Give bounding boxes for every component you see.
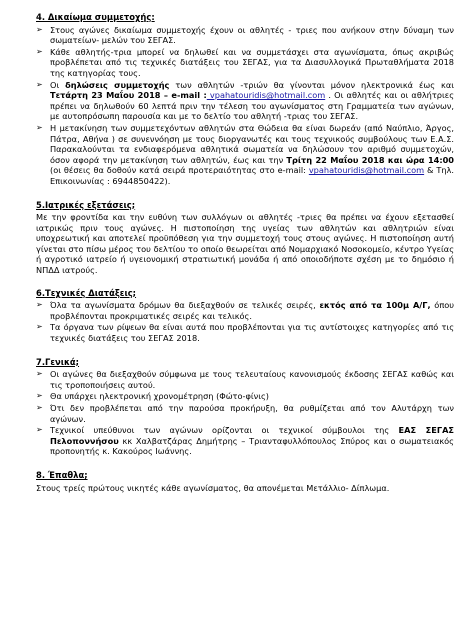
list-item: ➢ Η μετακίνηση των συμμετεχόντων αθλητών στα Θώδεια θα είναι δωρεάν (από Ναύπλιο, Άργος, Πάτρα, Αθήνα ) σε συνεννόηση με τους διοργανωτές και τους τεχνικούς συμβούλους των Ε.Α.Σ. Παρακαλούνται τα ενδιαφερόμενα αθλητικά σωματεία να δηλώσουν τον αριθμό συμμετοχών, όσον αφορά την μετακίνηση των αθλητών, έως και την Τρίτη 22 Μαΐου 2018 και ώρα 14:00 (οι θέσεις θα δοθούν κατά σειρά προτεραιότητας στο e-mail: vpahatouridis@hotmail.com & Τηλ. Επικοινωνίας : 6944850422). bbox=[36, 122, 455, 186]
list-item: ➢ Στους αγώνες δικαίωμα συμμετοχής έχουν οι αθλητές - τριες που ανήκουν στην δύναμη των σωματείων- μελών του ΣΕΓΑΣ. bbox=[36, 24, 454, 46]
list-item: ➢ Τα όργανα των ρίψεων θα είναι αυτά που προβλέπονται για τις αντίστοιχες κατηγορίες από τις τεχνικές διατάξεις του ΣΕΓΑΣ 2018. bbox=[36, 322, 454, 344]
arrow-bullet-icon: ➢ bbox=[36, 79, 43, 89]
paragraph: Με την φροντίδα και την ευθύνη των συλλόγων οι αθλητές -τριες θα πρέπει να έχουν εξετασθεί ιατρικώς πριν τους αγώνες. Η πιστοποίηση της υγείας των αθλητών και αθλητριών είναι υποχρεωτική και αποτελεί προϋπόθεση για την συμμετοχή τους στους αγώνες. Η πιστοποίηση αυτή γίνεται στο πίσω μέρος του δελτίου το οποίο θεωρείται από Νομαρχιακό Νοσοκομείο, κέντρο Υγείας ή αγροτικό ιατρείο ή υγειονομική στρατιωτική μονάδα ή από οποιοδήποτε σχέση με το δημόσιο ή ΝΠΔΔ ιατρούς. bbox=[36, 212, 454, 276]
list-item: ➢ Ότι δεν προβλέπεται από την παρούσα προκήρυξη, θα ρυθμίζεται από τον Αλυτάρχη των αγώνων. bbox=[36, 403, 454, 424]
arrow-bullet-icon: ➢ bbox=[36, 425, 43, 435]
arrow-bullet-icon: ➢ bbox=[36, 300, 43, 310]
section-heading: 4. Δικαίωμα συμμετοχής: bbox=[36, 12, 155, 22]
list-item: ➢ Οι αγώνες θα διεξαχθούν σύμφωνα με τους τελευταίους κανονισμούς έκδοσης ΣΕΓΑΣ καθώς και τις τροποποιήσεις αυτού. bbox=[36, 369, 454, 390]
list-item: ➢ Κάθε αθλητής-τρια μπορεί να δηλωθεί και να συμμετάσχει στα αγωνίσματα, όπως ακριβώς προβλέπεται από τις τεχνικές διατάξεις του ΣΕΓΑΣ, για τα Διασυλλογικά Πρωταθλήματα 2018 της κατηγορίας τους. bbox=[36, 46, 454, 78]
list-item: ➢ Θα υπάρχει ηλεκτρονική χρονομέτρηση (Φώτο-φίνις) bbox=[36, 391, 269, 402]
section-technical bbox=[36, 288, 454, 344]
arrow-bullet-icon: ➢ bbox=[36, 403, 43, 412]
email-link[interactable]: vpahatouridis@hotmail.com bbox=[308, 165, 425, 176]
email-link[interactable]: vpahatouridis@hotmail.com bbox=[206, 90, 326, 101]
paragraph: Στους τρείς πρώτους νικητές κάθε αγωνίσματος, θα απονέμεται Μετάλλιο- Δίπλωμα. bbox=[36, 482, 390, 493]
arrow-bullet-icon: ➢ bbox=[36, 46, 43, 56]
arrow-bullet-icon: ➢ bbox=[36, 24, 43, 34]
section-general bbox=[36, 357, 454, 457]
list-item: ➢ Όλα τα αγωνίσματα δρόμων θα διεξαχθούν σε τελικές σειρές, εκτός από τα 100μ Α/Γ, όπου προβλέπονται προκριματικές σειρές και τελικός. bbox=[36, 300, 454, 321]
section-heading: 8. Έπαθλα; bbox=[36, 469, 88, 480]
bullet-list bbox=[36, 25, 454, 187]
section-participation bbox=[36, 12, 454, 187]
list-item: ➢ Οι δηλώσεις συμμετοχής των αθλητών -τριών θα γίνονται μόνον ηλεκτρονικά έως και Τετάρτη 23 Μαΐου 2018 – e-mail : vpahatouridis@hotmail.com . Οι αθλητές και οι αθλήτριες πρέπει να δηλωθούν 60 λεπτά πριν την τέλεση του αγωνίσματος στη Γραμματεία των αγώνων, με αυτοπρόσωπη παρουσία και με το δελτίο του αθλητή -τριας του ΣΕΓΑΣ. bbox=[36, 79, 455, 122]
section-heading: 7.Γενικά; bbox=[36, 356, 80, 367]
arrow-bullet-icon: ➢ bbox=[36, 369, 43, 379]
bullet-list bbox=[36, 369, 454, 457]
list-item: ➢ Τεχνικοί υπεύθυνοι των αγώνων ορίζονται οι τεχνικοί σύμβουλοι της ΕΑΣ ΣΕΓΑΣ Πελοποννήσου κκ Χαλβατζάρας Δημήτρης – Τριανταφυλλόπουλος Σπύρος και ο σωματειακός προπονητής κ. Κακούρος Ιωάννης. bbox=[36, 425, 454, 457]
section-heading: 6.Τεχνικές Διατάξεις; bbox=[36, 287, 137, 298]
section-awards bbox=[36, 470, 454, 493]
section-medical bbox=[36, 200, 454, 276]
arrow-bullet-icon: ➢ bbox=[36, 322, 43, 332]
arrow-bullet-icon: ➢ bbox=[36, 122, 43, 132]
bullet-list bbox=[36, 300, 454, 343]
section-heading: 5.Ιατρικές εξετάσεις; bbox=[36, 199, 136, 210]
arrow-bullet-icon: ➢ bbox=[36, 391, 43, 401]
